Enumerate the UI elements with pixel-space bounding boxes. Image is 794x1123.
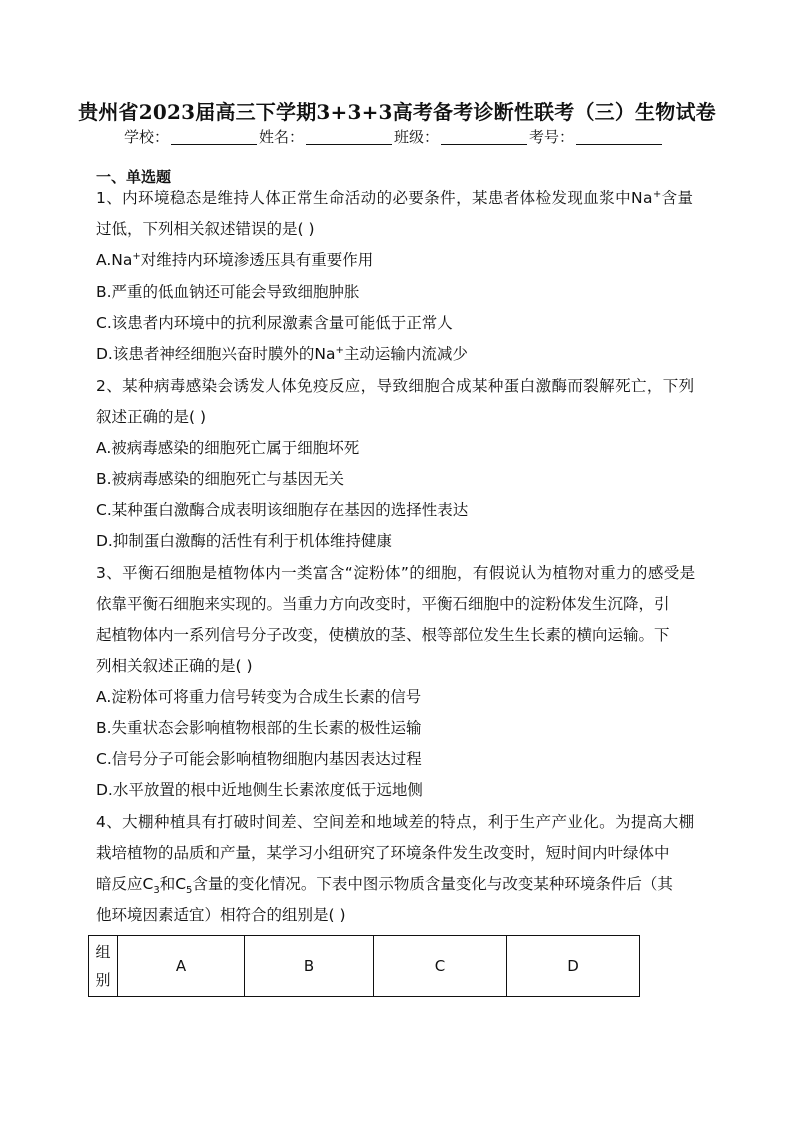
- q3-stem-line-1: 3、平衡石细胞是植物体内一类富含“淀粉体”的细胞，有假说认为植物对重力的感受是: [96, 564, 696, 582]
- q4-answer-table: [88, 935, 640, 997]
- class-label: 班级：: [394, 128, 440, 146]
- section-heading: 一、单选题: [96, 168, 172, 186]
- column-b-cell: B: [245, 936, 374, 997]
- column-a-cell: A: [118, 936, 245, 997]
- q2-option-c: C.某种蛋白激酶合成表明该细胞存在基因的选择性表达: [96, 501, 469, 519]
- group-header-cell: 组别: [89, 936, 118, 997]
- q3-option-a: A.淀粉体可将重力信号转变为合成生长素的信号: [96, 688, 422, 706]
- q4-stem-line-4: 他环境因素适宜）相符合的组别是( ): [96, 906, 346, 924]
- q2-stem-line-2: 叙述正确的是( ): [96, 408, 207, 426]
- q1-option-c: C.该患者内环境中的抗利尿激素含量可能低于正常人: [96, 314, 453, 332]
- page-title: 贵州省2023届高三下学期3+3+3高考备考诊断性联考（三）生物试卷: [78, 100, 716, 124]
- q3-option-c: C.信号分子可能会影响植物细胞内基因表达过程: [96, 750, 422, 768]
- q1-option-b: B.严重的低血钠还可能会导致细胞肿胀: [96, 283, 360, 301]
- q4-stem-line-2: 栽培植物的品质和产量，某学习小组研究了环境条件发生改变时，短时间内叶绿体中: [96, 844, 670, 862]
- exam-number-field[interactable]: [576, 128, 662, 145]
- class-field[interactable]: [441, 128, 527, 145]
- student-info-row: [124, 126, 664, 147]
- school-label: 学校：: [124, 128, 170, 146]
- name-label: 姓名：: [259, 128, 305, 146]
- column-d-cell: D: [507, 936, 640, 997]
- q3-stem-line-4: 列相关叙述正确的是( ): [96, 657, 253, 675]
- q3-stem-line-3: 起植物体内一系列信号分子改变，使横放的茎、根等部位发生生长素的横向运输。下: [96, 626, 670, 644]
- q2-option-a: A.被病毒感染的细胞死亡属于细胞坏死: [96, 439, 360, 457]
- q4-stem-line-3: 暗反应$C_3$和$C_5$含量的变化情况。下表中图示物质含量变化与改变某种环境条件后（其: [96, 875, 673, 897]
- q2-stem-line-1: 2、某种病毒感染会诱发人体免疫反应，导致细胞合成某种蛋白激酶而裂解死亡，下列: [96, 377, 695, 395]
- exam-number-label: 考号：: [529, 128, 575, 146]
- q2-option-d: D.抑制蛋白激酶的活性有利于机体维持健康: [96, 532, 392, 550]
- q1-stem-line-1: 1、内环境稳态是维持人体正常生命活动的必要条件，某患者体检发现血浆中Na+含量: [96, 188, 694, 207]
- table-row: [89, 936, 640, 997]
- q4-stem-line-1: 4、大棚种植具有打破时间差、空间差和地域差的特点，利于生产产业化。为提高大棚: [96, 813, 695, 831]
- q3-option-b: B.失重状态会影响植物根部的生长素的极性运输: [96, 719, 422, 737]
- name-field[interactable]: [306, 128, 392, 145]
- q3-stem-line-2: 依靠平衡石细胞来实现的。当重力方向改变时，平衡石细胞中的淀粉体发生沉降，引: [96, 595, 670, 613]
- q1-option-a: A.Na+对维持内环境渗透压具有重要作用: [96, 250, 374, 269]
- school-field[interactable]: [171, 128, 257, 145]
- column-c-cell: C: [374, 936, 507, 997]
- q1-option-d: D.该患者神经细胞兴奋时膜外的Na+主动运输内流减少: [96, 344, 468, 363]
- q3-option-d: D.水平放置的根中近地侧生长素浓度低于远地侧: [96, 781, 423, 799]
- q2-option-b: B.被病毒感染的细胞死亡与基因无关: [96, 470, 345, 488]
- q1-stem-line-2: 过低，下列相关叙述错误的是( ): [96, 220, 315, 238]
